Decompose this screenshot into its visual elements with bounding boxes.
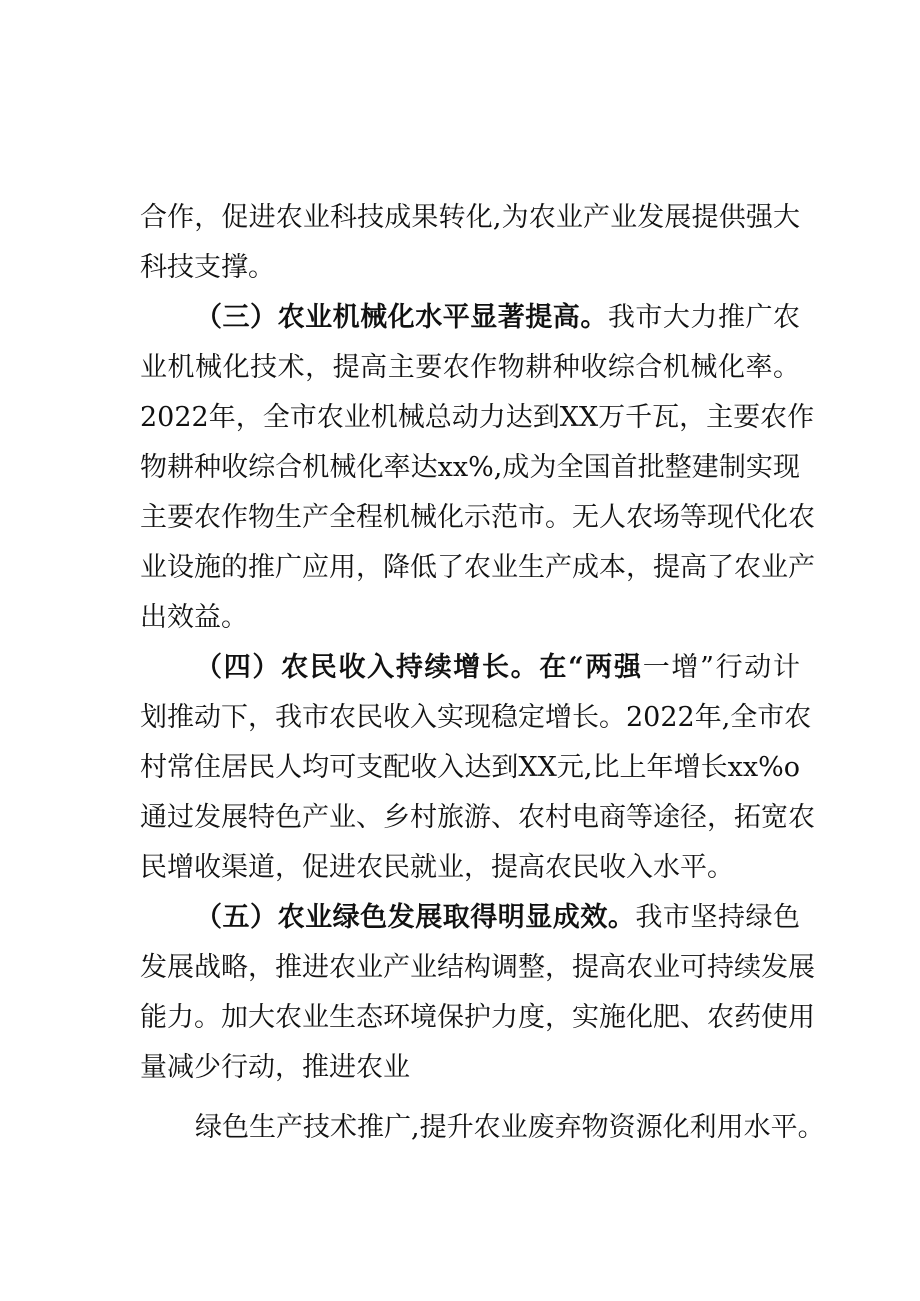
section-5-first-line	[195, 890, 800, 946]
text-line: 民增收渠道，促进农民就业，提高农民收入水平。	[140, 852, 734, 883]
text-line: 划推动下，我市农民收入实现稳定增长。2022年,全市农	[140, 702, 812, 733]
text-line: 主要农作物生产全程机械化示范市。无人农场等现代化农	[140, 502, 815, 533]
text-line: 量减少行动，推进农业	[140, 1052, 410, 1083]
section-4-heading: （四）农民收入持续增长。在“两强	[195, 652, 643, 683]
section-3-first-text: 我市大力推广农	[607, 302, 801, 333]
text-line: 发展战略，推进农业产业结构调整，提高农业可持续发展	[140, 952, 815, 983]
section-5-first-text: 我市坚持绿色	[635, 902, 801, 933]
section-4-first-text: 一增”行动计	[642, 652, 800, 683]
text-line: 业机械化技术，提高主要农作物耕种收综合机械化率。	[140, 352, 800, 383]
text-line: 2022年，全市农业机械总动力达到XX万千瓦，主要农作	[140, 402, 815, 433]
section-4-first-line	[195, 640, 800, 696]
text-line: 物耕种收综合机械化率达xx%,成为全国首批整建制实现	[140, 452, 800, 483]
text-line: 通过发展特色产业、乡村旅游、农村电商等途径，拓宽农	[140, 802, 815, 833]
text-line: 能力。加大农业生态环境保护力度，实施化肥、农药使用	[140, 1002, 815, 1033]
section-5-heading: （五）农业绿色发展取得明显成效。	[195, 902, 636, 933]
section-3-first-line	[195, 290, 800, 346]
text-line: 村常住居民人均可支配收入达到XX元,比上年增长xx%o	[140, 752, 800, 783]
section-3-heading: （三）农业机械化水平显著提高。	[195, 302, 608, 333]
text-line: 科技支撑。	[140, 252, 275, 283]
text-line: 出效益。	[140, 602, 248, 633]
text-line: 绿色生产技术推广,提升农业废弃物资源化利用水平。	[195, 1112, 825, 1143]
text-line: 业设施的推广应用，降低了农业生产成本，提高了农业产	[140, 552, 815, 583]
text-line: 合作，促进农业科技成果转化,为农业产业发展提供强大	[140, 202, 800, 233]
